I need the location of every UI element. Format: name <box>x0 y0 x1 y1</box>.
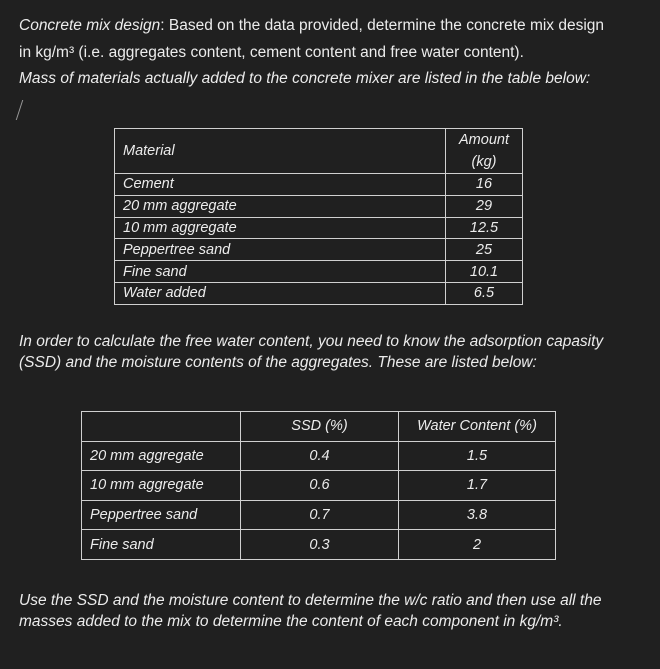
intro-line-1 <box>19 13 604 39</box>
material-cell: Cement <box>115 174 446 196</box>
table-row <box>82 530 556 560</box>
ssd-cell: 0.3 <box>241 530 399 560</box>
table-row <box>115 282 523 304</box>
table-row <box>115 174 523 196</box>
amount-cell: 25 <box>446 239 523 261</box>
ssd-cell: 0.6 <box>241 471 399 501</box>
table-row <box>115 195 523 217</box>
aggregate-cell: 10 mm aggregate <box>82 471 241 501</box>
intro-line-3: Mass of materials actually added to the concrete mixer are listed in the table below: <box>19 70 591 87</box>
header-amount <box>446 129 523 174</box>
closing-line-2: masses added to the mix to determine the content of each component in kg/m³. <box>19 613 563 630</box>
header-ssd: SSD (%) <box>241 412 399 442</box>
water-content-cell: 1.5 <box>399 441 556 471</box>
table-header-row <box>82 412 556 442</box>
header-amount-unit: (kg) <box>471 154 497 170</box>
water-content-cell: 1.7 <box>399 471 556 501</box>
aggregate-cell: 20 mm aggregate <box>82 441 241 471</box>
amount-cell: 12.5 <box>446 217 523 239</box>
amount-cell: 16 <box>446 174 523 196</box>
table-row <box>115 239 523 261</box>
header-blank <box>82 412 241 442</box>
table-row <box>115 217 523 239</box>
mass-table <box>114 128 523 305</box>
water-content-cell: 2 <box>399 530 556 560</box>
aggregate-cell: Fine sand <box>82 530 241 560</box>
table-header-row <box>115 129 523 174</box>
amount-cell: 29 <box>446 195 523 217</box>
ssd-cell: 0.7 <box>241 500 399 530</box>
header-amount-label: Amount <box>459 132 509 148</box>
text-cursor <box>16 100 23 120</box>
amount-cell: 10.1 <box>446 261 523 283</box>
header-material: Material <box>115 129 446 174</box>
closing-line-1: Use the SSD and the moisture content to determine the w/c ratio and then use all the <box>19 592 602 609</box>
material-cell: Fine sand <box>115 261 446 283</box>
header-water-content: Water Content (%) <box>399 412 556 442</box>
material-cell: Peppertree sand <box>115 239 446 261</box>
middle-line-2: (SSD) and the moisture contents of the aggregates. These are listed below: <box>19 354 537 371</box>
table-row <box>115 261 523 283</box>
material-cell: 20 mm aggregate <box>115 195 446 217</box>
intro-line-2: in kg/m³ (i.e. aggregates content, cement content and free water content). <box>19 44 524 61</box>
material-cell: Water added <box>115 282 446 304</box>
intro-lead: Concrete mix design <box>19 17 161 34</box>
intro-line-1-rest: : Based on the data provided, determine the concrete mix design <box>160 17 605 34</box>
table-row <box>82 471 556 501</box>
middle-line-1: In order to calculate the free water content, you need to know the adsorption capasity <box>19 333 604 350</box>
table-row <box>82 500 556 530</box>
material-cell: 10 mm aggregate <box>115 217 446 239</box>
moisture-table <box>81 411 556 560</box>
water-content-cell: 3.8 <box>399 500 556 530</box>
table-row <box>82 441 556 471</box>
aggregate-cell: Peppertree sand <box>82 500 241 530</box>
amount-cell: 6.5 <box>446 282 523 304</box>
ssd-cell: 0.4 <box>241 441 399 471</box>
